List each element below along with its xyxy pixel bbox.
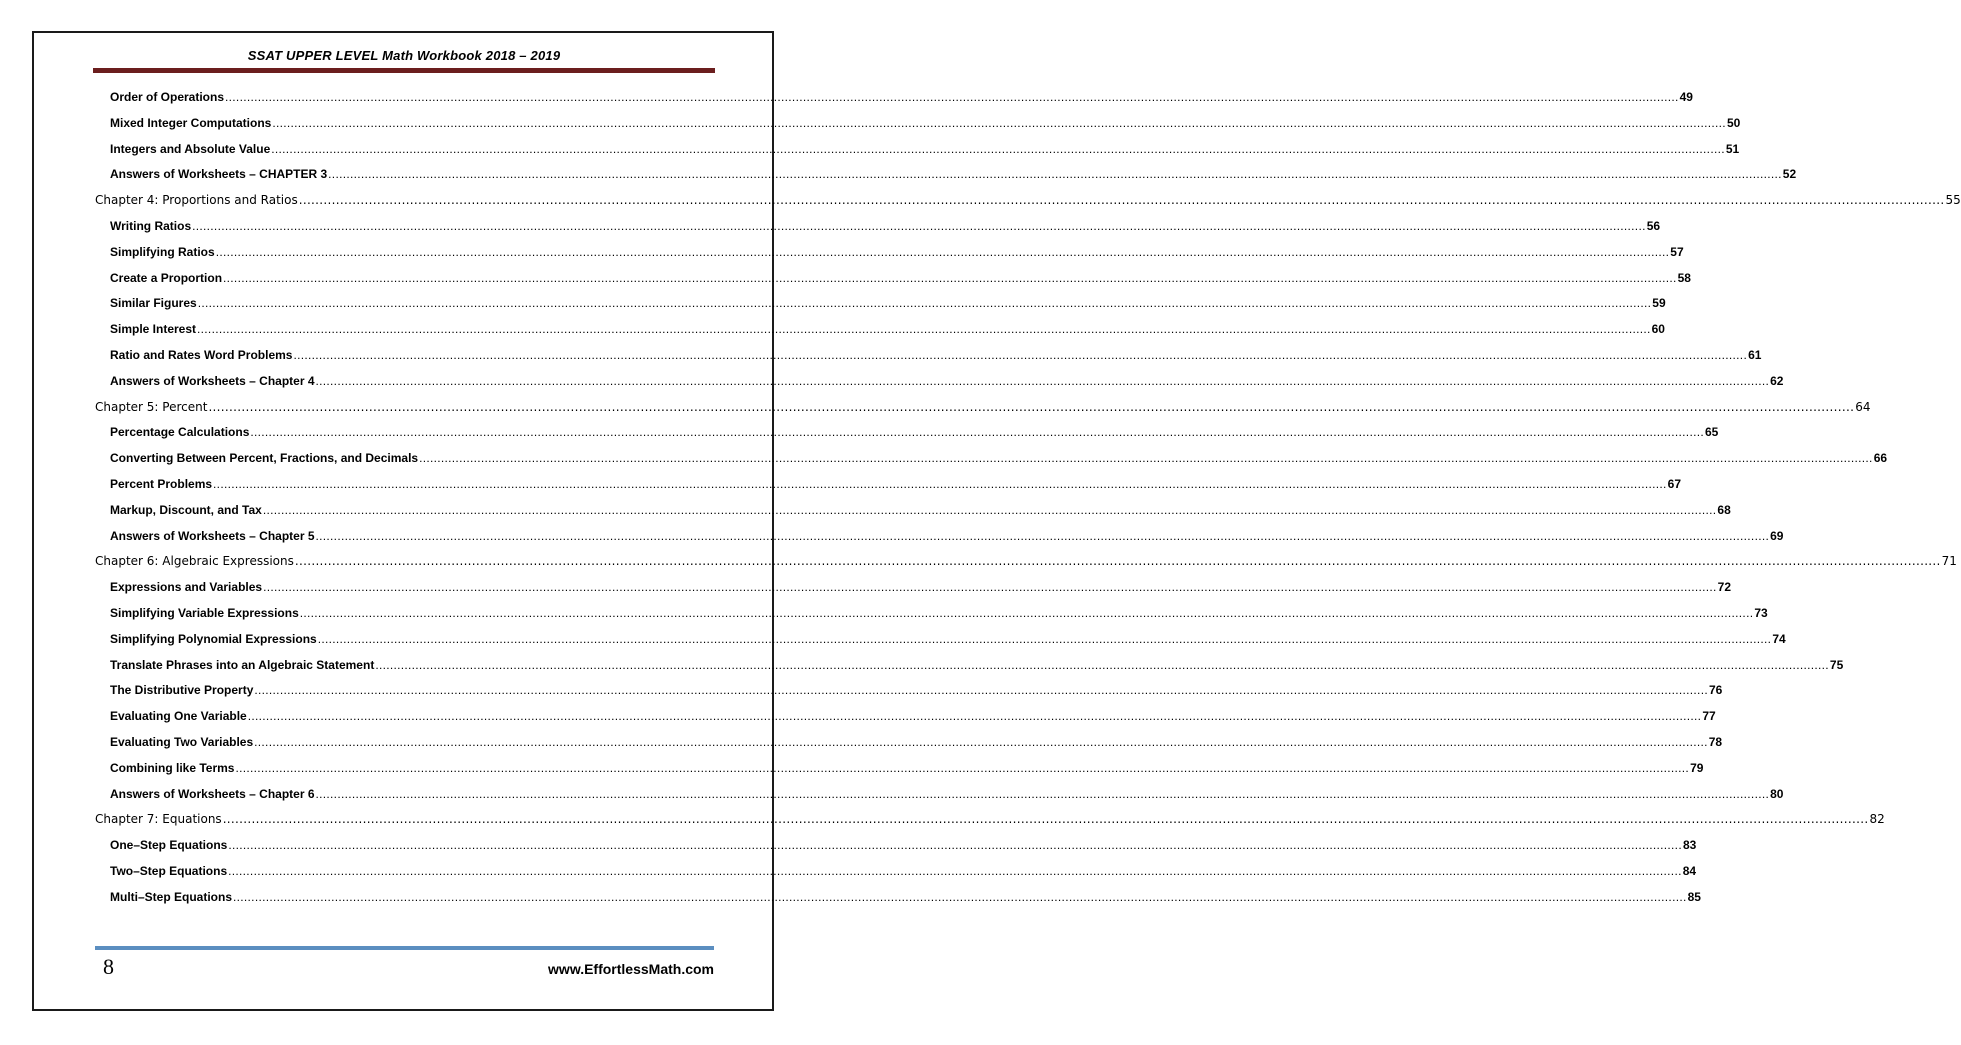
website-link[interactable]: www.EffortlessMath.com [548,961,714,977]
toc-chapter-entry[interactable] [95,399,1871,420]
toc-entry-page: 57 [1670,244,1684,259]
toc-entry-label: Order of Operations [110,90,225,104]
toc-entry-page: 56 [1646,219,1661,233]
toc-entry-page: 78 [1708,735,1723,749]
toc-section-entry[interactable] [110,889,1701,910]
toc-section-entry[interactable] [110,167,1797,187]
toc-entry-page: 76 [1708,683,1723,698]
toc-leader-dots: ................................................................................................................................................................................................................................................................................................................................................................................................................ [228,838,1682,853]
toc-entry-label: Two–Step Equations [110,864,228,878]
toc-section-entry[interactable] [110,115,1741,136]
toc-leader-dots: ................................................................................................................................................................................................................................................................................................................................................................................................................ [328,167,1782,182]
toc-entry-label: The Distributive Property [110,683,254,698]
toc-entry-label: Simplifying Polynomial Expressions [110,631,317,646]
toc-entry-page: 75 [1829,657,1844,672]
toc-entry-label: Chapter 4: Proportions and Ratios [95,193,298,208]
toc-entry-label: Combining like Terms [110,760,235,775]
toc-leader-dots: ................................................................................................................................................................................................................................................................................................................................................................................................................ [222,812,1869,827]
toc-entry-label: Chapter 6: Algebraic Expressions [95,554,294,569]
toc-section-entry[interactable] [110,296,1666,316]
toc-entry-label: Simple Interest [110,322,197,337]
toc-entry-page: 69 [1770,528,1784,543]
toc-leader-dots: ................................................................................................................................................................................................................................................................................................................................................................................................................ [317,631,1772,646]
toc-section-entry[interactable] [110,244,1684,265]
toc-entry-page: 59 [1652,296,1666,311]
toc-entry-label: Evaluating One Variable [110,709,247,724]
toc-leader-dots: ................................................................................................................................................................................................................................................................................................................................................................................................................ [262,502,1717,517]
toc-leader-dots: ................................................................................................................................................................................................................................................................................................................................................................................................................ [419,451,1873,466]
toc-leader-dots: ................................................................................................................................................................................................................................................................................................................................................................................................................ [315,786,1770,801]
toc-section-entry[interactable] [110,838,1697,858]
toc-section-entry[interactable] [110,451,1888,471]
toc-entry-page: 77 [1702,709,1716,724]
toc-leader-dots: ................................................................................................................................................................................................................................................................................................................................................................................................................ [315,528,1770,543]
toc-entry-page: 80 [1770,786,1784,801]
toc-entry-label: Answers of Worksheets – Chapter 5 [110,528,315,543]
toc-leader-dots: ................................................................................................................................................................................................................................................................................................................................................................................................................ [228,864,1682,878]
toc-section-entry[interactable] [110,270,1691,291]
toc-entry-label: Mixed Integer Computations [110,115,272,130]
toc-entry-label: Answers of Worksheets – Chapter 6 [110,786,315,801]
toc-leader-dots: ................................................................................................................................................................................................................................................................................................................................................................................................................ [213,477,1667,491]
toc-entry-label: Chapter 5: Percent [95,399,208,414]
toc-section-entry[interactable] [110,606,1768,626]
toc-leader-dots: ................................................................................................................................................................................................................................................................................................................................................................................................................ [247,709,1702,724]
toc-entry-label: Multi–Step Equations [110,889,233,904]
toc-section-entry[interactable] [110,864,1697,884]
footer-rule [95,946,714,950]
toc-leader-dots: ................................................................................................................................................................................................................................................................................................................................................................................................................ [271,141,1725,156]
toc-leader-dots: ................................................................................................................................................................................................................................................................................................................................................................................................................ [315,373,1770,388]
toc-entry-page: 66 [1873,451,1888,466]
toc-entry-label: Simplifying Variable Expressions [110,606,299,620]
toc-entry-page: 82 [1869,812,1885,827]
toc-entry-label: Percentage Calculations [110,425,250,440]
toc-entry-label: Writing Ratios [110,219,192,233]
toc-leader-dots: ................................................................................................................................................................................................................................................................................................................................................................................................................ [254,735,1708,749]
toc-entry-label: One–Step Equations [110,838,228,853]
toc-entry-label: Simplifying Ratios [110,244,215,259]
toc-entry-page: 55 [1945,193,1961,208]
toc-section-entry[interactable] [110,786,1784,807]
toc-entry-page: 60 [1651,322,1665,337]
toc-entry-label: Answers of Worksheets – CHAPTER 3 [110,167,328,182]
toc-leader-dots: ................................................................................................................................................................................................................................................................................................................................................................................................................ [298,193,1945,208]
toc-section-entry[interactable] [110,219,1661,239]
toc-entry-page: 79 [1690,760,1704,775]
toc-section-entry[interactable] [110,580,1732,600]
page-number: 8 [103,954,114,979]
toc-entry-page: 67 [1667,477,1681,491]
toc-section-entry[interactable] [110,348,1762,368]
toc-chapter-entry[interactable] [95,812,1885,832]
toc-leader-dots: ................................................................................................................................................................................................................................................................................................................................................................................................................ [208,399,1855,414]
toc-entry-page: 58 [1677,270,1691,285]
toc-section-entry[interactable] [110,425,1719,445]
toc-entry-page: 64 [1855,399,1871,414]
toc-entry-label: Expressions and Variables [110,580,263,595]
toc-leader-dots: ................................................................................................................................................................................................................................................................................................................................................................................................................ [299,606,1754,620]
toc-entry-label: Converting Between Percent, Fractions, and Decimals [110,451,419,466]
toc-section-entry[interactable] [110,477,1681,497]
toc-entry-label: Integers and Absolute Value [110,141,271,156]
toc-entry-page: 84 [1682,864,1697,878]
toc-section-entry[interactable] [110,657,1844,678]
toc-leader-dots: ................................................................................................................................................................................................................................................................................................................................................................................................................ [263,580,1717,595]
toc-leader-dots: ................................................................................................................................................................................................................................................................................................................................................................................................................ [293,348,1748,362]
toc-leader-dots: ................................................................................................................................................................................................................................................................................................................................................................................................................ [250,425,1704,440]
toc-section-entry[interactable] [110,709,1716,729]
page-header-title: SSAT UPPER LEVEL Math Workbook 2018 – 2019 [247,48,561,63]
toc-entry-label: Evaluating Two Variables [110,735,254,749]
toc-entry-page: 85 [1687,889,1701,904]
toc-entry-page: 50 [1726,115,1741,130]
toc-leader-dots: ................................................................................................................................................................................................................................................................................................................................................................................................................ [294,554,1941,569]
toc-leader-dots: ................................................................................................................................................................................................................................................................................................................................................................................................................ [272,115,1726,130]
toc-section-entry[interactable] [110,322,1665,342]
toc-section-entry[interactable] [110,141,1740,162]
toc-entry-page: 83 [1682,838,1697,853]
toc-entry-label: Markup, Discount, and Tax [110,502,262,517]
toc-entry-label: Percent Problems [110,477,213,491]
toc-entry-page: 74 [1772,631,1786,646]
toc-leader-dots: ................................................................................................................................................................................................................................................................................................................................................................................................................ [197,296,1652,311]
toc-entry-page: 65 [1704,425,1719,440]
toc-leader-dots: ................................................................................................................................................................................................................................................................................................................................................................................................................ [254,683,1708,698]
toc-entry-page: 68 [1717,502,1731,517]
toc-leader-dots: ................................................................................................................................................................................................................................................................................................................................................................................................................ [375,657,1829,672]
toc-entry-page: 73 [1754,606,1768,620]
toc-entry-page: 62 [1770,373,1784,388]
toc-entry-label: Translate Phrases into an Algebraic Statement [110,657,375,672]
toc-entry-page: 61 [1748,348,1762,362]
toc-entry-page: 52 [1782,167,1797,182]
toc-chapter-entry[interactable] [95,554,1957,574]
toc-entry-label: Answers of Worksheets – Chapter 4 [110,373,315,388]
toc-entry-page: 72 [1717,580,1732,595]
toc-section-entry[interactable] [110,683,1723,703]
toc-leader-dots: ................................................................................................................................................................................................................................................................................................................................................................................................................ [235,760,1690,775]
toc-section-entry[interactable] [110,735,1723,755]
toc-leader-dots: ................................................................................................................................................................................................................................................................................................................................................................................................................ [192,219,1646,233]
toc-leader-dots: ................................................................................................................................................................................................................................................................................................................................................................................................................ [233,889,1687,904]
toc-leader-dots: ................................................................................................................................................................................................................................................................................................................................................................................................................ [225,90,1679,104]
toc-entry-label: Similar Figures [110,296,197,311]
header-rule [93,68,715,73]
toc-section-entry[interactable] [110,90,1693,110]
toc-entry-label: Chapter 7: Equations [95,812,222,827]
toc-entry-page: 49 [1679,90,1693,104]
toc-section-entry[interactable] [110,502,1731,523]
toc-leader-dots: ................................................................................................................................................................................................................................................................................................................................................................................................................ [223,270,1677,285]
toc-leader-dots: ................................................................................................................................................................................................................................................................................................................................................................................................................ [215,244,1670,259]
toc-leader-dots: ................................................................................................................................................................................................................................................................................................................................................................................................................ [197,322,1651,337]
toc-entry-label: Create a Proportion [110,270,223,285]
toc-section-entry[interactable] [110,631,1786,652]
toc-entry-page: 51 [1725,141,1740,156]
toc-section-entry[interactable] [110,528,1784,549]
toc-entry-label: Ratio and Rates Word Problems [110,348,293,362]
toc-section-entry[interactable] [110,760,1704,781]
toc-entry-page: 71 [1941,554,1957,569]
toc-section-entry[interactable] [110,373,1784,394]
toc-chapter-entry[interactable] [95,193,1961,213]
